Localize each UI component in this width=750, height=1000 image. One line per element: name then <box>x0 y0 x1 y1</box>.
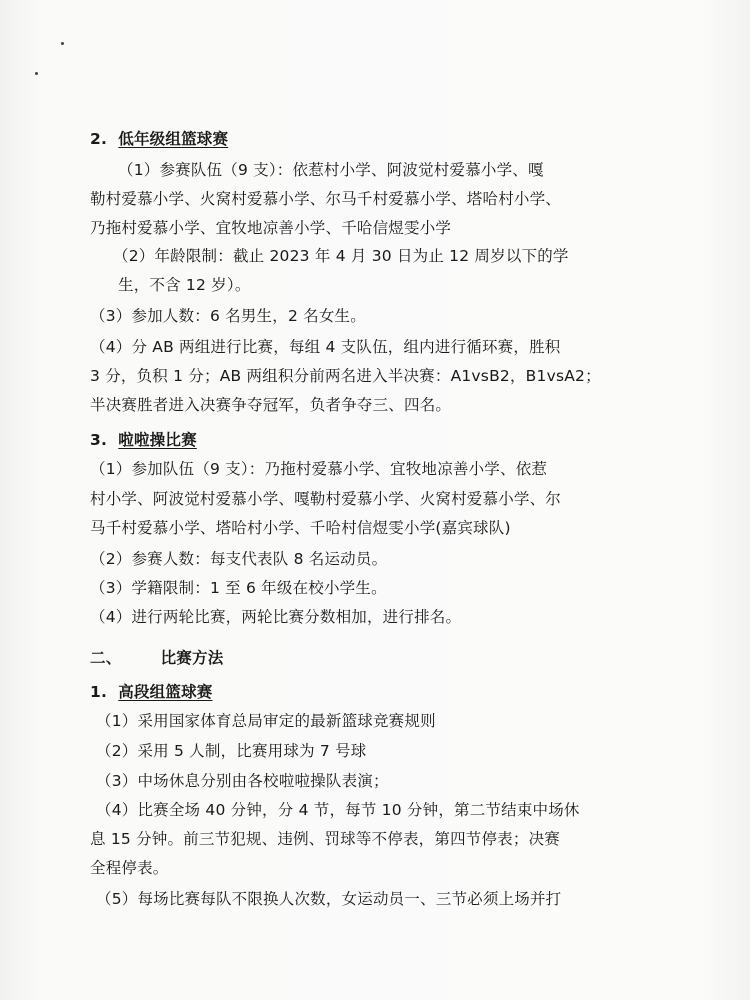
section-number: 1. <box>90 683 108 701</box>
text-line: 乃拖村爱慕小学、宜牧地凉善小学、千哈信煜雯小学 <box>90 219 452 237</box>
section-title: 低年级组篮球赛 <box>118 130 229 148</box>
section-heading <box>90 430 197 450</box>
text-line: 马千村爱慕小学、塔哈村小学、千哈村信煜雯小学(嘉宾球队) <box>90 519 511 537</box>
section-title: 啦啦操比赛 <box>118 431 197 449</box>
text-line: （2）参赛人数：每支代表队 8 名运动员。 <box>90 550 388 568</box>
part-heading <box>90 648 223 668</box>
section-number: 2. <box>90 130 108 148</box>
section-heading <box>90 129 228 149</box>
text-line: （1）采用国家体育总局审定的最新篮球竞赛规则 <box>96 712 436 730</box>
text-line: 半决赛胜者进入决赛争夺冠军，负者争夺三、四名。 <box>90 396 452 414</box>
text-line: 生，不含 12 岁）。 <box>118 276 251 294</box>
section-heading <box>90 682 212 702</box>
text-line: （3）学籍限制：1 至 6 年级在校小学生。 <box>90 579 387 597</box>
text-line: 村小学、阿波觉村爱慕小学、嘎勒村爱慕小学、火窝村爱慕小学、尔 <box>90 490 562 508</box>
text-line: （4）分 AB 两组进行比赛，每组 4 支队伍，组内进行循环赛，胜积 <box>90 338 561 356</box>
text-line: （2）采用 5 人制，比赛用球为 7 号球 <box>96 742 367 760</box>
text-line: （5）每场比赛每队不限换人次数，女运动员一、三节必须上场并打 <box>96 890 562 908</box>
scan-speck <box>35 72 38 75</box>
text-line: 息 15 分钟。前三节犯规、违例、罚球等不停表，第四节停表；决赛 <box>90 830 560 848</box>
text-line: （1）参赛队伍（9 支）：依惹村小学、阿波觉村爱慕小学、嘎 <box>118 161 544 179</box>
text-line: 勒村爱慕小学、火窝村爱慕小学、尔马千村爱慕小学、塔哈村小学、 <box>90 190 562 208</box>
text-line: （3）参加人数：6 名男生，2 名女生。 <box>90 307 366 325</box>
text-line: （4）比赛全场 40 分钟，分 4 节，每节 10 分钟，第二节结束中场休 <box>96 801 580 819</box>
text-line: （3）中场休息分别由各校啦啦操队表演； <box>96 772 389 790</box>
text-line: 3 分，负积 1 分；AB 两组积分前两名进入半决赛：A1vsB2，B1vsA2； <box>90 367 601 385</box>
part-number: 二、 <box>90 649 122 667</box>
section-title: 高段组篮球赛 <box>118 683 213 701</box>
scan-speck <box>61 42 64 45</box>
text-line: （2）年龄限制：截止 2023 年 4 月 30 日为止 12 周岁以下的学 <box>113 247 569 265</box>
section-number: 3. <box>90 431 108 449</box>
text-line: （4）进行两轮比赛，两轮比赛分数相加，进行排名。 <box>90 608 462 626</box>
part-title: 比赛方法 <box>160 649 224 667</box>
text-line: 全程停表。 <box>90 859 169 877</box>
text-line: （1）参加队伍（9 支）：乃拖村爱慕小学、宜牧地凉善小学、依惹 <box>90 460 548 478</box>
